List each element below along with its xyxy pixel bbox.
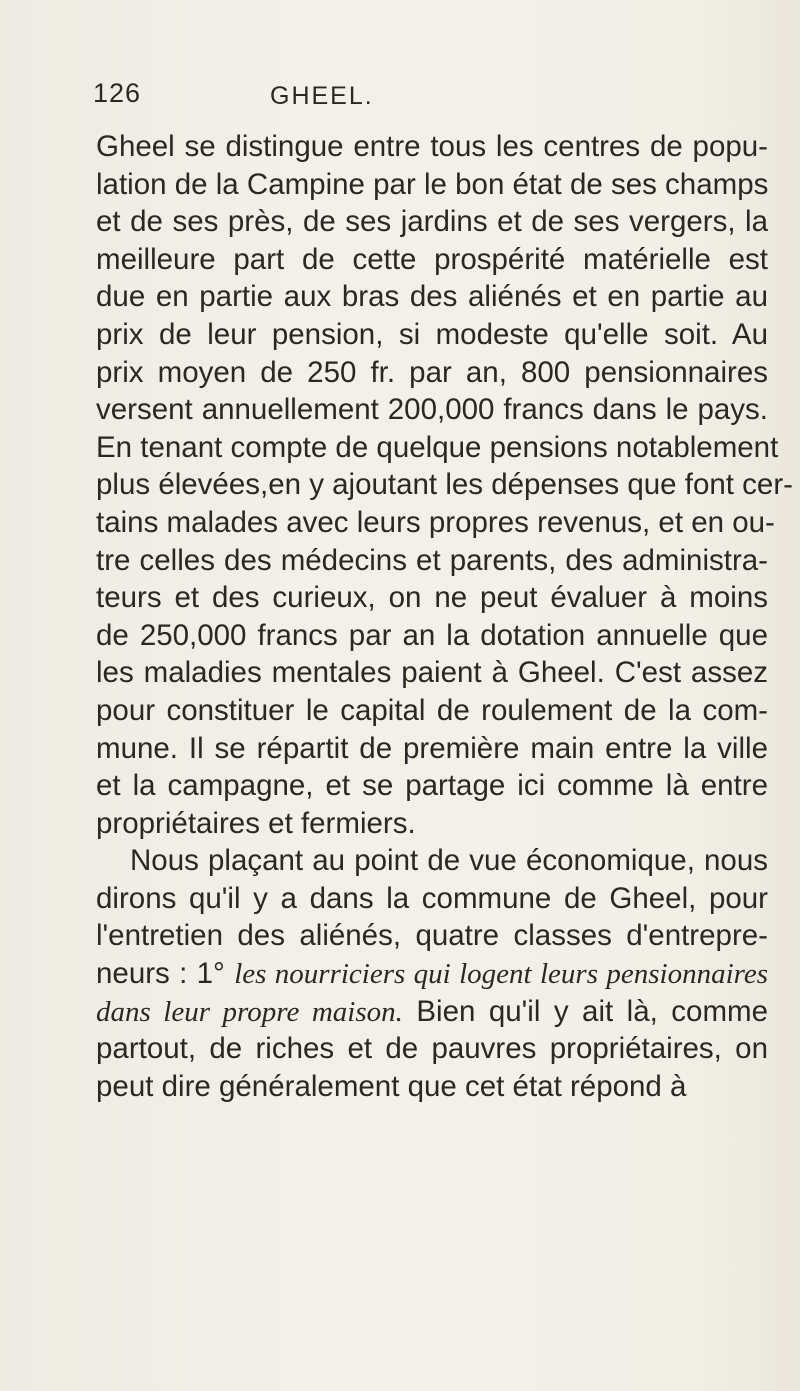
text-line: peut dire généralement que cet état répond à	[96, 1069, 687, 1103]
italic-text: dans leur propre maison.	[96, 995, 403, 1028]
text-line: Gheel se distingue entre tous les centres de popu-	[96, 130, 768, 163]
text-line	[96, 955, 768, 993]
text-line: due en partie aux bras des aliénés et en partie au	[96, 280, 768, 314]
text-run: Bien qu'il y ait là, comme	[402, 994, 769, 1028]
text-line	[96, 993, 768, 1031]
text-line: versent annuellement 200,000 francs dans le pays.	[96, 393, 768, 427]
text-line: plus élevées,en y ajoutant les dépenses que font cer-	[96, 468, 793, 502]
text-line: teurs et des curieux, on ne peut évaluer à moins	[96, 581, 768, 615]
text-line: mune. Il se répartit de première main entre la ville	[96, 731, 768, 765]
italic-text: les nourriciers qui logent leurs pensionnaires	[234, 958, 768, 991]
text-line: de 250,000 francs par an la dotation annuelle que	[96, 618, 768, 652]
text-line: pour constituer le capital de roulement de la com-	[96, 693, 768, 727]
text-line: dirons qu'il y a dans la commune de Gheel, pour	[96, 881, 768, 915]
text-run: neurs : 1°	[96, 957, 235, 991]
page-header	[0, 78, 800, 122]
text-line: propriétaires et fermiers.	[96, 806, 416, 840]
text-line: partout, de riches et de pauvres propriétaires, on	[96, 1032, 768, 1066]
text-line: Nous plaçant au point de vue économique, nous	[130, 844, 768, 878]
text-line: tains malades avec leurs propres revenus, et en ou-	[96, 505, 775, 539]
text-line: En tenant compte de quelque pensions notablement	[96, 430, 779, 464]
text-line: lation de la Campine par le bon état de ses champs	[96, 167, 769, 201]
text-line: et la campagne, et se partage ici comme là entre	[96, 769, 768, 803]
paragraph-2	[96, 842, 768, 1105]
text-line: l'entretien des aliénés, quatre classes d'entrepre-	[96, 919, 768, 953]
text-line: les maladies mentales paient à Gheel. C'est assez	[96, 656, 768, 690]
text-line: tre celles des médecins et parents, des administra-	[96, 543, 768, 577]
paragraph-1	[96, 128, 793, 842]
text-line: prix moyen de 250 fr. par an, 800 pensionnaires	[96, 355, 768, 389]
text-line: meilleure part de cette prospérité matérielle est	[96, 242, 768, 276]
body-text	[96, 128, 793, 1105]
page-number: 126	[93, 78, 142, 108]
text-line: prix de leur pension, si modeste qu'elle soit. Au	[96, 317, 768, 351]
running-head: GHEEL.	[270, 82, 374, 110]
text-line: et de ses près, de ses jardins et de ses vergers, la	[96, 205, 768, 239]
